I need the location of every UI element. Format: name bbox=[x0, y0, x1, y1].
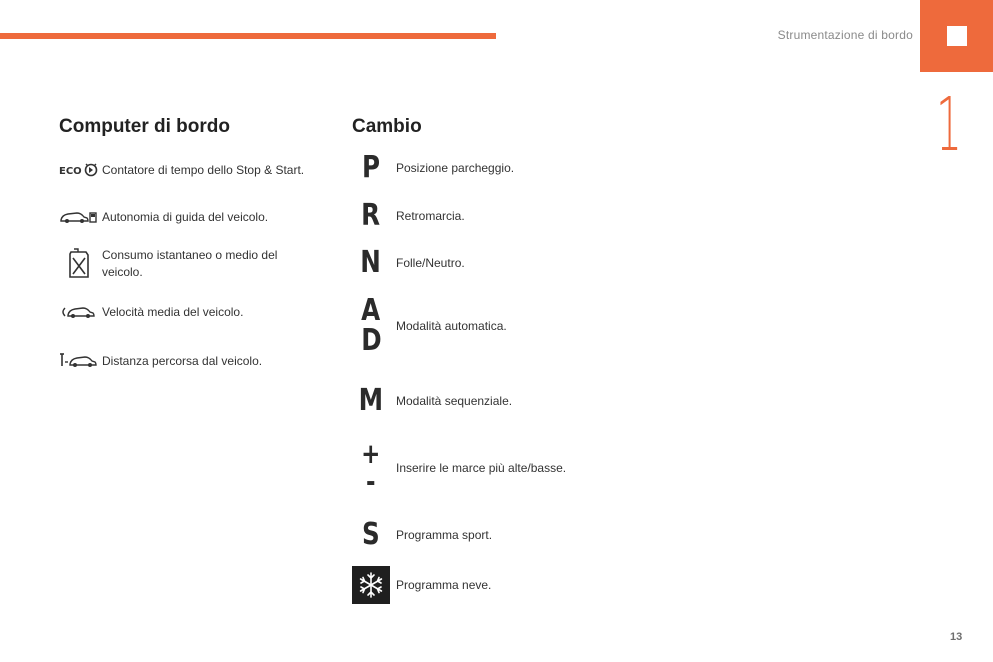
list-item bbox=[59, 350, 329, 372]
item-label: Programma neve. bbox=[396, 577, 492, 592]
chapter-square-icon bbox=[947, 26, 967, 46]
item-label: Modalità sequenziale. bbox=[396, 393, 513, 408]
list-item bbox=[59, 301, 329, 323]
car-fuel-range-icon bbox=[59, 206, 99, 228]
list-item bbox=[59, 247, 319, 281]
list-item bbox=[352, 517, 493, 552]
item-label: Folle/Neutro. bbox=[396, 255, 465, 270]
distance-travelled-icon bbox=[59, 350, 99, 372]
item-label: Modalità automatica. bbox=[396, 318, 507, 333]
list-item bbox=[352, 198, 465, 233]
gear-plus-minus-icon: + - bbox=[361, 437, 381, 498]
page-number: 13 bbox=[950, 631, 963, 643]
section-title-computer: Computer di bordo bbox=[59, 116, 230, 137]
gear-a-d-icon: A D bbox=[360, 293, 382, 358]
list-item bbox=[59, 159, 329, 181]
item-label: Consumo istantaneo o medio del veicolo. bbox=[102, 248, 278, 279]
list-item bbox=[352, 293, 507, 358]
gear-r-icon: R bbox=[361, 198, 381, 233]
list-item bbox=[59, 206, 329, 228]
snowflake-icon bbox=[352, 566, 390, 604]
item-label: Velocità media del veicolo. bbox=[102, 304, 244, 319]
header-title: Strumentazione di bordo bbox=[777, 28, 913, 42]
average-speed-icon bbox=[59, 301, 99, 323]
item-label: Contatore di tempo dello Stop & Start. bbox=[102, 162, 305, 177]
list-item bbox=[352, 437, 567, 498]
gear-p-icon: P bbox=[361, 150, 381, 185]
list-item bbox=[352, 150, 515, 185]
chapter-number: 1 bbox=[936, 82, 962, 168]
header-rule bbox=[0, 33, 496, 39]
list-item bbox=[352, 383, 513, 418]
item-label: Posizione parcheggio. bbox=[396, 160, 515, 175]
gear-s-icon: S bbox=[362, 517, 380, 552]
section-title-cambio: Cambio bbox=[352, 116, 422, 137]
list-item bbox=[352, 566, 491, 604]
list-item bbox=[352, 245, 465, 280]
fuel-consumption-icon bbox=[59, 247, 99, 281]
item-label: Inserire le marce più alte/basse. bbox=[396, 460, 567, 475]
eco-icon-text: ECO bbox=[59, 166, 82, 177]
item-label: Autonomia di guida del veicolo. bbox=[102, 209, 269, 224]
item-label: Programma sport. bbox=[396, 527, 493, 542]
eco-stop-start-icon bbox=[59, 159, 99, 181]
item-label: Distanza percorsa dal veicolo. bbox=[102, 353, 263, 368]
chapter-tab bbox=[920, 0, 993, 72]
gear-n-icon: N bbox=[360, 245, 382, 280]
item-label: Retromarcia. bbox=[396, 208, 465, 223]
gear-m-icon: M bbox=[358, 383, 384, 418]
